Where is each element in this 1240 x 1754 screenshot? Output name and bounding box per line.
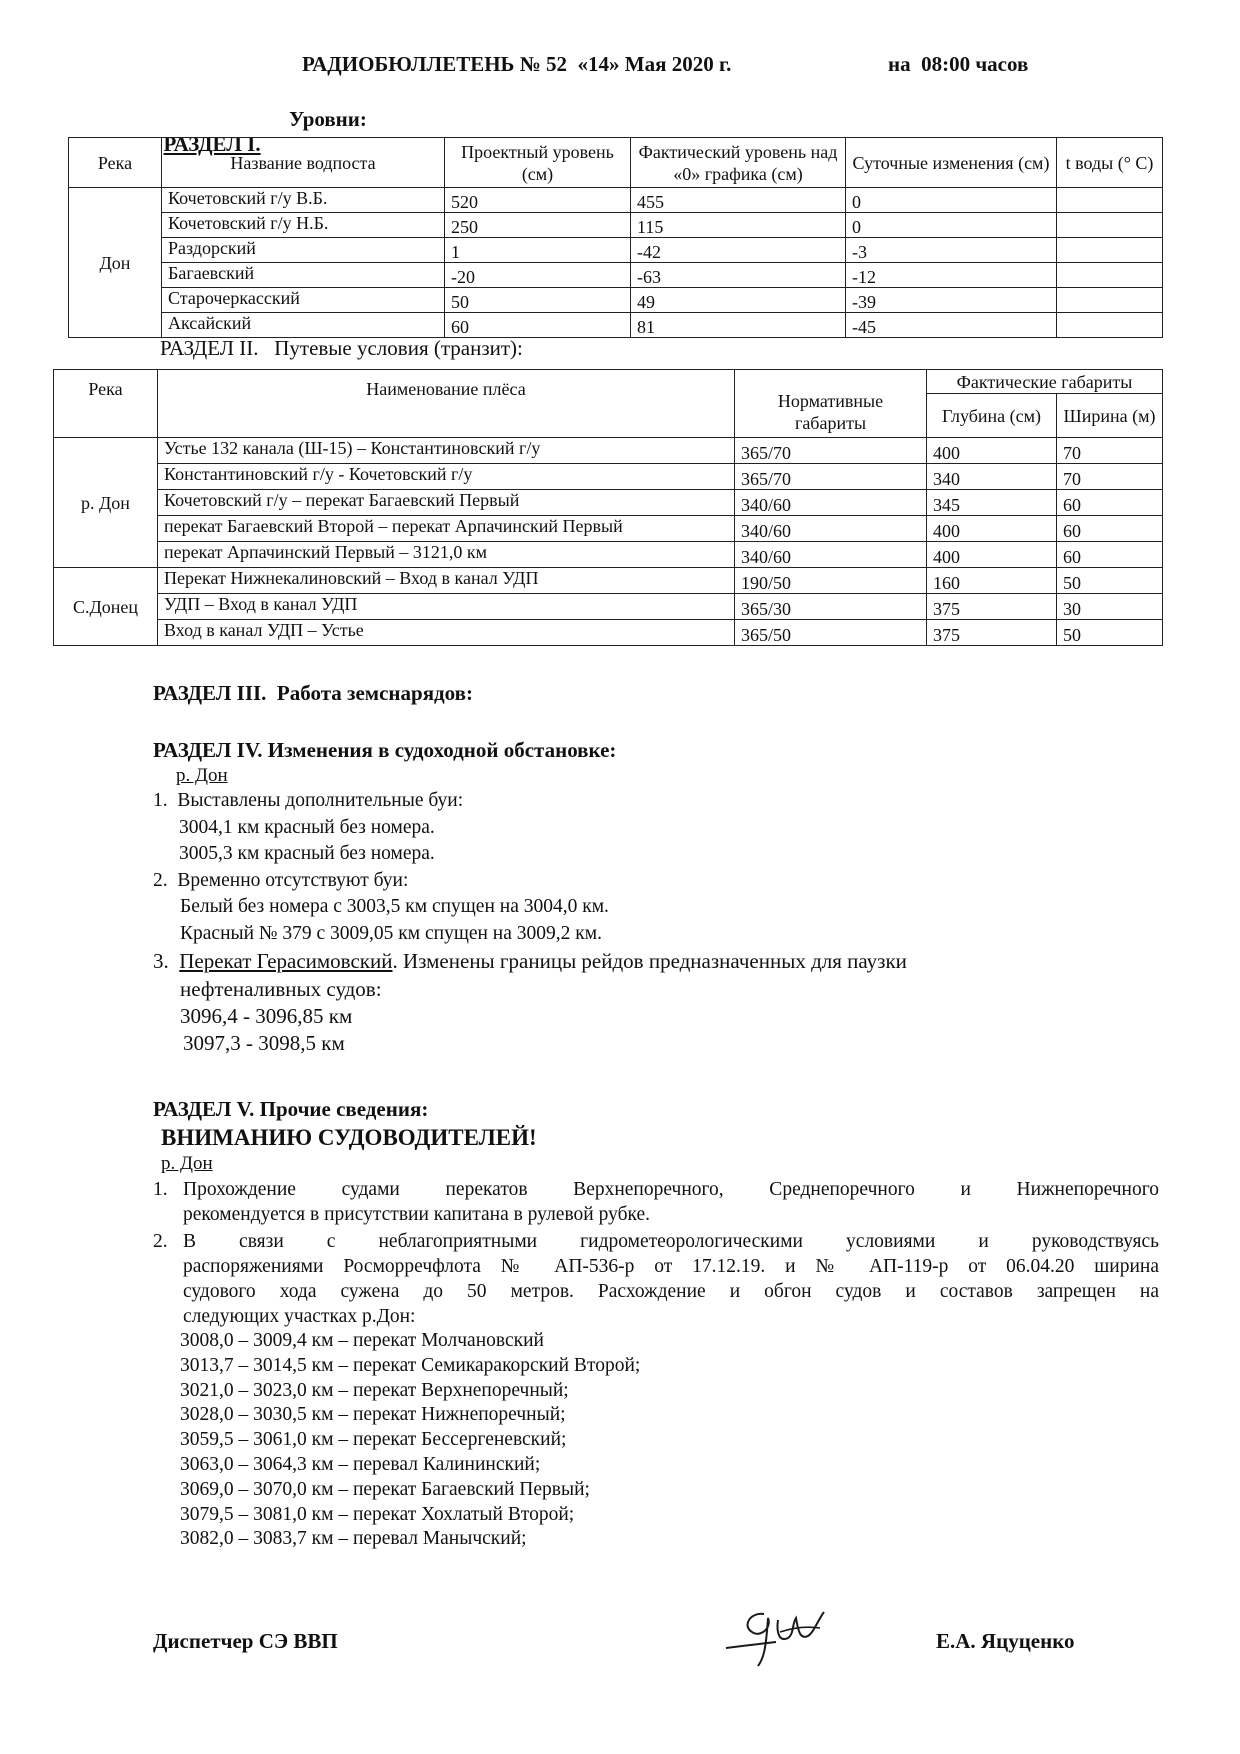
bulletin-time: на 08:00 часов [888,52,1029,76]
col-header-actual-level: Фактический уровень над «0» графика (см) [631,138,846,188]
station-name: Аксайский [162,313,445,338]
water-temp [1057,313,1163,338]
station-name: Кочетовский г/у Н.Б. [162,213,445,238]
actual-level: 455 [631,188,846,213]
col-header-water-temp: t воды (° С) [1057,138,1163,188]
table-row [54,438,1163,464]
col-header-river: Река [69,138,162,188]
attention-banner: ВНИМАНИЮ СУДОВОДИТЕЛЕЙ! [161,1125,537,1150]
col-header-river: Река [54,370,158,438]
item-number: 2. [153,1231,168,1252]
stretch-name: Устье 132 канала (Ш-15) – Константиновский г/у [158,438,735,464]
section5-river-label: р. Дон [161,1153,213,1174]
actual-width: 70 [1057,438,1163,464]
project-level: -20 [445,263,631,288]
normative-size: 365/70 [735,464,927,490]
section4-heading: РАЗДЕЛ IV. Изменения в судоходной обстановке: [153,738,617,762]
list-item: 3. Перекат Герасимовский. Изменены границы рейдов предназначенных для паузки [153,949,907,973]
actual-depth: 400 [927,542,1057,568]
river-name-don: р. Дон [54,438,158,568]
actual-depth: 340 [927,464,1057,490]
transit-header-row [54,370,1163,394]
para-line: рекомендуется в присутствии капитана в рулевой рубке. [183,1204,651,1225]
actual-depth: 400 [927,438,1057,464]
table-row [54,568,1163,594]
segment-item: 3021,0 – 3023,0 км – перекат Верхнепоречный; [180,1379,569,1401]
daily-change: -45 [846,313,1057,338]
normative-size: 340/60 [735,542,927,568]
col-header-actual-group: Фактические габариты [927,370,1163,394]
list-item: нефтеналивных судов: [180,977,382,1001]
table-row [69,313,1163,338]
stretch-name: Кочетовский г/у – перекат Багаевский Первый [158,490,735,516]
actual-level: 81 [631,313,846,338]
water-temp [1057,213,1163,238]
segment-item: 3028,0 – 3030,5 км – перекат Нижнепоречный; [180,1404,566,1426]
list-item: Красный № 379 с 3009,05 км спущен на 3009,2 км. [180,922,602,944]
table-row [54,594,1163,620]
item-number: 1. [153,1179,168,1200]
daily-change: -39 [846,288,1057,313]
project-level: 1 [445,238,631,263]
segment-item: 3079,5 – 3081,0 км – перекат Хохлатый Второй; [180,1503,575,1525]
segment-item: 3008,0 – 3009,4 км – перекат Молчановский [180,1330,544,1351]
daily-change: 0 [846,213,1057,238]
table-row [54,490,1163,516]
levels-table [68,137,1163,338]
project-level: 250 [445,213,631,238]
segment-item: 3069,0 – 3070,0 км – перекат Багаевский Первый; [180,1478,590,1500]
daily-change: -12 [846,263,1057,288]
actual-width: 60 [1057,490,1163,516]
segment-item: 3059,5 – 3061,0 км – перекат Бессергеневский; [180,1429,567,1451]
station-name: Старочеркасский [162,288,445,313]
project-level: 60 [445,313,631,338]
actual-width: 50 [1057,568,1163,594]
segment-item: 3082,0 – 3083,7 км – перевал Манычский; [180,1528,527,1550]
list-item: Белый без номера с 3003,5 км спущен на 3004,0 км. [180,896,609,917]
para-line: судового хода сужена до 50 метров. Расхождение и обгон судов и составов запрещен на [183,1281,1159,1302]
stretch-name: перекат Арпачинский Первый – 3121,0 км [158,542,735,568]
actual-level: -63 [631,263,846,288]
daily-change: 0 [846,188,1057,213]
list-item: 3004,1 км красный без номера. [179,816,435,838]
actual-level: 49 [631,288,846,313]
section1-number: РАЗДЕЛ I. [163,132,261,156]
actual-depth: 375 [927,620,1057,646]
stretch-name: Перекат Нижнекалиновский – Вход в канал УДП [158,568,735,594]
table-row [54,620,1163,646]
segment-item: 3013,7 – 3014,5 км – перекат Семикаракорский Второй; [180,1354,641,1376]
water-temp [1057,188,1163,213]
col-header-depth: Глубина (см) [927,394,1057,438]
section4-river-label: р. Дон [176,765,228,786]
col-header-stretch: Наименование плёса [158,370,735,438]
list-item: 3097,3 - 3098,5 км [183,1031,345,1055]
stretch-name: Константиновский г/у - Кочетовский г/у [158,464,735,490]
restricted-segments [153,1329,1159,1552]
station-name: Багаевский [162,263,445,288]
col-header-project-level: Проектный уровень (см) [445,138,631,188]
actual-width: 60 [1057,516,1163,542]
stretch-name: Вход в канал УДП – Устье [158,620,735,646]
actual-depth: 345 [927,490,1057,516]
section5-list [153,1177,1159,1552]
para-line: распоряжениями Росморречфлота № АП-536-р от 17.12.19. и № АП-119-р от 06.04.20 ширина [183,1256,1159,1277]
col-header-normative: Нормативные габариты [735,370,927,438]
section2-heading: РАЗДЕЛ II. Путевые условия (транзит): [160,336,523,360]
table-row [54,516,1163,542]
water-temp [1057,263,1163,288]
station-name: Раздорский [162,238,445,263]
actual-width: 70 [1057,464,1163,490]
para-line: следующих участках р.Дон: [183,1306,416,1327]
col-header-width: Ширина (м) [1057,394,1163,438]
normative-size: 340/60 [735,490,927,516]
col-header-daily-change: Суточные изменения (см) [846,138,1057,188]
actual-width: 50 [1057,620,1163,646]
list-item: 3005,3 км красный без номера. [179,843,435,864]
section5-heading: РАЗДЕЛ V. Прочие сведения: [153,1097,429,1121]
col-header-station: Название водпоста [162,138,445,188]
section3-heading: РАЗДЕЛ III. Работа земснарядов: [153,681,473,705]
table-row [69,213,1163,238]
table-row [69,263,1163,288]
section1-title: Уровни: [289,107,367,131]
river-name-donets: С.Донец [54,568,158,646]
actual-width: 60 [1057,542,1163,568]
daily-change: -3 [846,238,1057,263]
actual-depth: 160 [927,568,1057,594]
stretch-name: перекат Багаевский Второй – перекат Арпачинский Первый [158,516,735,542]
stretch-name: УДП – Вход в канал УДП [158,594,735,620]
para-line: Прохождение судами перекатов Верхнепоречного, Среднепоречного и Нижнепоречного [183,1179,1159,1200]
dispatcher-position: Диспетчер СЭ ВВП [153,1629,338,1653]
station-name: Кочетовский г/у В.Б. [162,188,445,213]
dispatcher-name: Е.А. Яцуценко [936,1629,1075,1653]
project-level: 520 [445,188,631,213]
normative-size: 190/50 [735,568,927,594]
bulletin-title: РАДИОБЮЛЛЕТЕНЬ № 52 «14» Мая 2020 г. [302,52,732,76]
project-level: 50 [445,288,631,313]
normative-size: 365/70 [735,438,927,464]
segment-item: 3063,0 – 3064,3 км – перевал Калининский; [180,1453,541,1475]
actual-width: 30 [1057,594,1163,620]
river-name-don: Дон [69,188,162,338]
table-row [54,542,1163,568]
list-item: 1. Выставлены дополнительные буи: [153,790,464,811]
water-temp [1057,238,1163,263]
list-item: 2. Временно отсутствуют буи: [153,869,409,891]
water-temp [1057,288,1163,313]
levels-header-row [69,138,1163,188]
table-row [69,238,1163,263]
normative-size: 365/50 [735,620,927,646]
para-line: В связи с неблагоприятными гидрометеорологическими условиями и руководствуясь [183,1231,1159,1252]
actual-level: -42 [631,238,846,263]
section4-list [153,788,907,1057]
list-item: 3096,4 - 3096,85 км [180,1004,353,1028]
table-row [69,188,1163,213]
normative-size: 365/30 [735,594,927,620]
list-item [153,1229,1159,1329]
transit-table [53,369,1163,646]
signature-image [718,1598,848,1670]
normative-size: 340/60 [735,516,927,542]
gerasimovsky-link: Перекат Герасимовский [179,949,393,973]
table-row [69,288,1163,313]
list-item [153,1177,1159,1227]
table-row [54,464,1163,490]
actual-depth: 400 [927,516,1057,542]
actual-level: 115 [631,213,846,238]
actual-depth: 375 [927,594,1057,620]
